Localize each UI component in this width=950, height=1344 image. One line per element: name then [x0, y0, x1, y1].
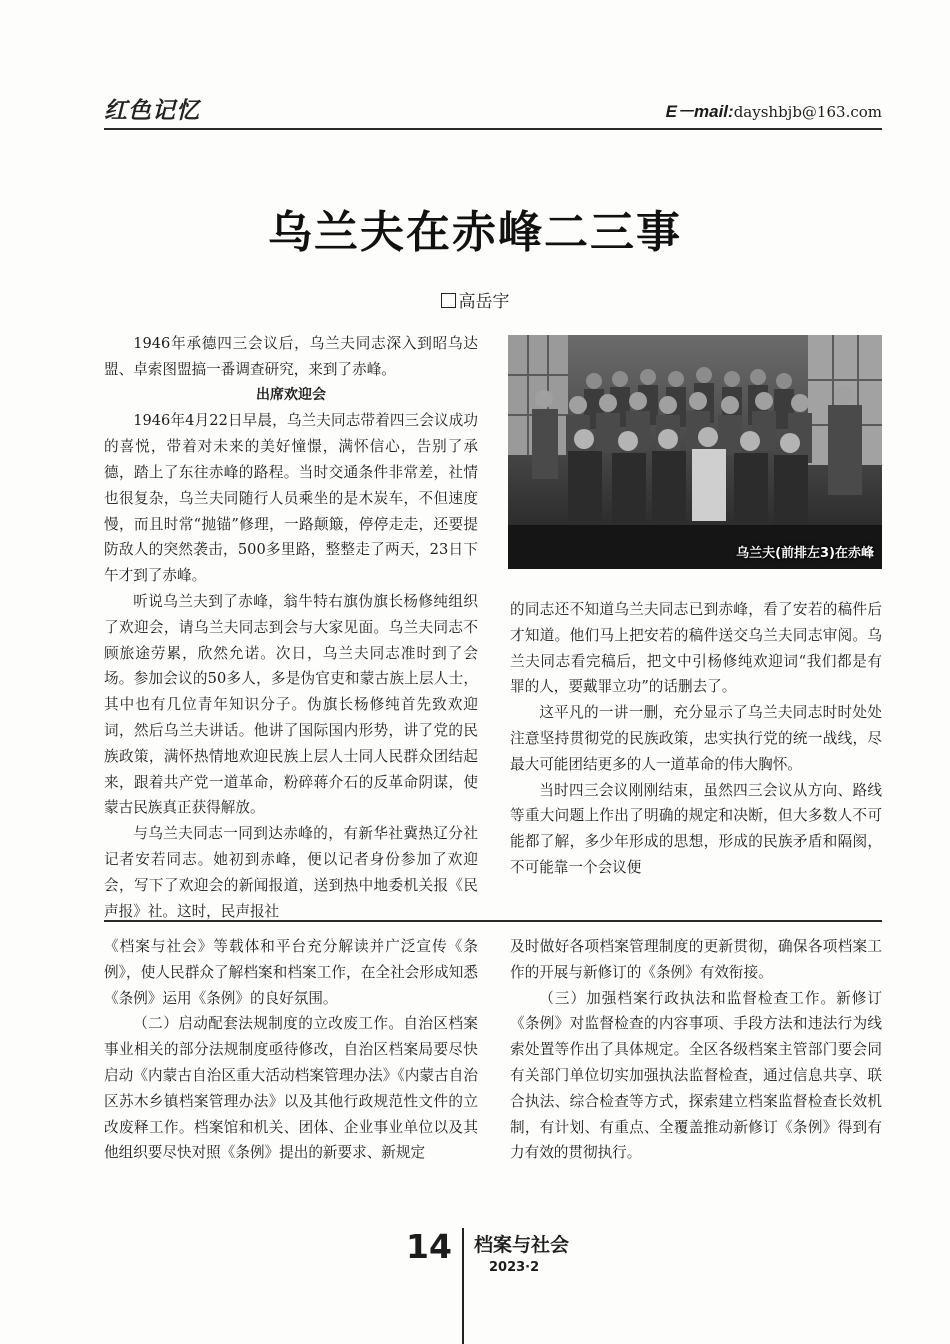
byline-box-icon [441, 293, 456, 308]
paragraph: 及时做好各项档案管理制度的更新贯彻，确保各项档案工作的开展与新修订的《条例》有效衔接。 [510, 938, 882, 981]
author-name: 高岳宇 [458, 292, 510, 312]
lower-right-column [510, 934, 882, 1166]
subheading: 出席欢迎会 [256, 386, 326, 403]
paragraph: （二）启动配套法规制度的立改废工作。自治区档案事业相关的部分法规制度亟待修改，自治区档案局要尽快启动《内蒙古自治区重大活动档案管理办法》《内蒙古自治区苏木乡镇档案管理办法》以及其他行政规范性文件的立改废释工作。档案馆和机关、团体、企业事业单位以及其他组织要尽快对照《条例》提出的新要求、新规定 [104, 1015, 478, 1162]
section-divider [104, 920, 882, 922]
footer-divider [462, 1228, 464, 1344]
email-line [666, 97, 882, 122]
email-address[interactable]: dayshbjb@163.com [733, 103, 882, 121]
paragraph: 《档案与社会》等载体和平台充分解读并广泛宣传《条例》，使人民群众了解档案和档案工作，在全社会形成知悉《条例》运用《条例》的良好氛围。 [104, 938, 478, 1007]
byline [0, 287, 950, 312]
paragraph: 听说乌兰夫到了赤峰，翁牛特右旗伪旗长杨修纯组织了欢迎会，请乌兰夫同志到会与大家见面。乌兰夫同志不顾旅途劳累，欣然允诺。次日，乌兰夫同志准时到了会场。参加会议的50多人，多是伪官吏和蒙古族上层人士，其中也有几位青年知识分子。伪旗长杨修纯首先致欢迎词，然后乌兰夫讲话。他讲了国际国内形势，讲了党的民族政策，满怀热情地欢迎民族上层人士同人民群众团结起来，跟着共产党一道革命，粉碎蒋介石的反革命阴谋，使蒙古民族真正获得解放。 [104, 592, 478, 817]
header-rule [104, 128, 882, 130]
lower-left-column [104, 934, 478, 1166]
paragraph: 这平凡的一讲一删，充分显示了乌兰夫同志时时处处注意坚持贯彻党的民族政策，忠实执行党的统一战线，尽最大可能团结更多的人一道革命的伟大胸怀。 [510, 704, 882, 773]
paragraph: 1946年4月22日早晨，乌兰夫同志带着四三会议成功的喜悦，带着对未来的美好憧憬，满怀信心，告别了承德，踏上了东往赤峰的路程。当时交通条件非常差，社情也很复杂，乌兰夫同随行人员乘坐的是木炭车，不但速度慢，而且时常“抛锚”修理，一路颠簸，停停走走，还要提防敌人的突然袭击，500多里路，整整走了两天，23日下午才到了赤峰。 [104, 412, 478, 585]
group-photo [508, 335, 882, 569]
issue-number: 2023·2 [489, 1260, 540, 1275]
email-label: E－mail: [665, 102, 734, 121]
left-column [104, 331, 478, 924]
right-column [510, 597, 882, 881]
page-number: 14 [406, 1227, 452, 1266]
intro-paragraph: 1946年承德四三会议后，乌兰夫同志深入到昭乌达盟、卓索图盟搞一番调查研究，来到了赤峰。 [104, 335, 478, 378]
photo-caption: 乌兰夫(前排左3)在赤峰 [736, 546, 874, 561]
article-title: 乌兰夫在赤峰二三事 [268, 207, 682, 258]
photo-image [508, 335, 882, 569]
section-label: 红色记忆 [104, 98, 200, 124]
paragraph: 与乌兰夫同志一同到达赤峰的，有新华社冀热辽分社记者安若同志。她初到赤峰，便以记者身份参加了欢迎会，写下了欢迎会的新闻报道，送到热中地委机关报《民声报》社。这时，民声报社 [104, 825, 478, 920]
magazine-name: 档案与社会 [474, 1234, 570, 1256]
paragraph: 的同志还不知道乌兰夫同志已到赤峰，看了安若的稿件后才知道。他们马上把安若的稿件送交乌兰夫同志审阅。乌兰夫同志看完稿后，把文中引杨修纯欢迎词“我们都是有罪的人，要戴罪立功”的话删去了。 [510, 601, 882, 696]
paragraph: （三）加强档案行政执法和监督检查工作。新修订《条例》对监督检查的内容事项、手段方法和违法行为线索处置等作出了具体规定。全区各级档案主管部门要会同有关部门单位切实加强执法监督检查，通过信息共享、联合执法、综合检查等方式，探索建立档案监督检查长效机制，有计划、有重点、全覆盖推动新修订《条例》得到有力有效的贯彻执行。 [510, 989, 882, 1162]
paragraph: 当时四三会议刚刚结束，虽然四三会议从方向、路线等重大问题上作出了明确的规定和决断，但大多数人不可能都了解，多少年形成的思想，形成的民族矛盾和隔阂，不可能靠一个会议便 [510, 781, 882, 876]
